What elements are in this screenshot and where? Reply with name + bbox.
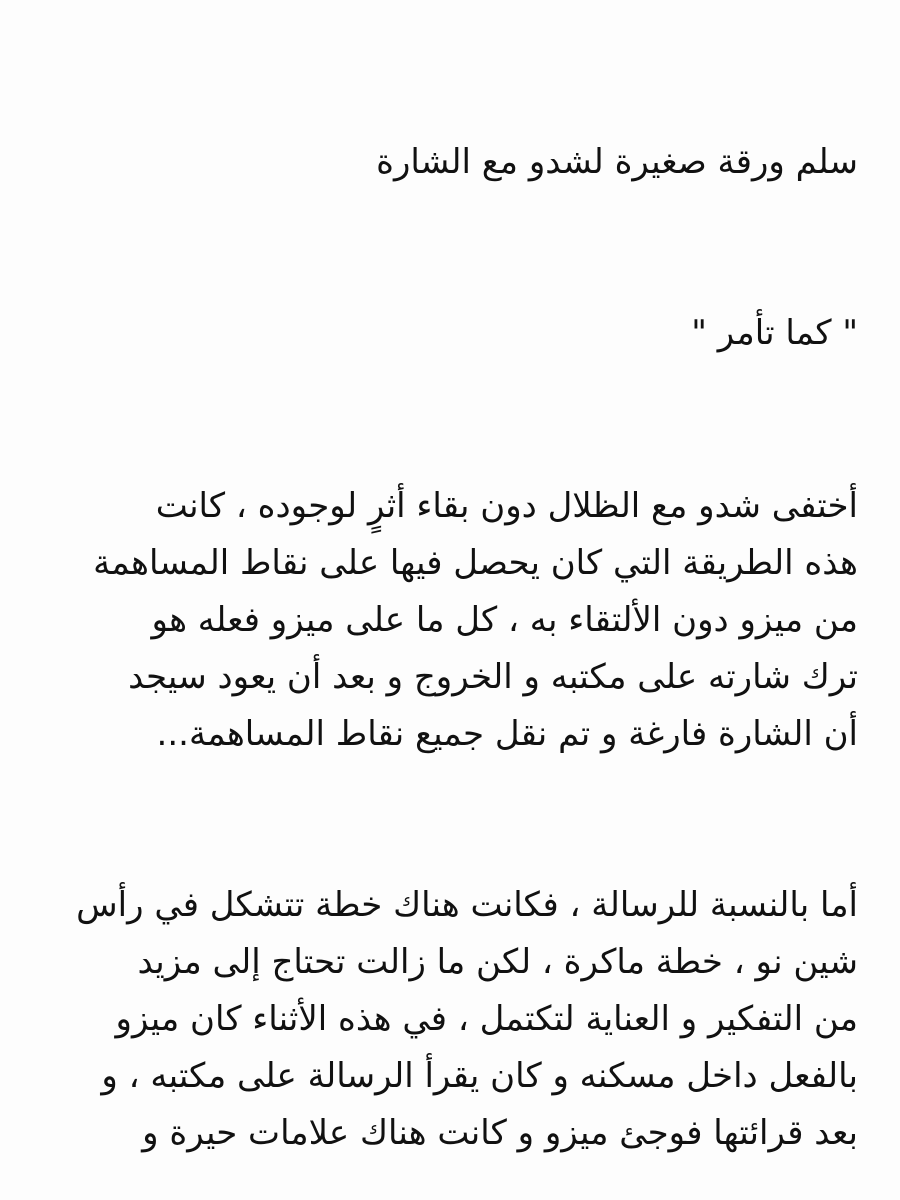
paragraph-dialogue xyxy=(40,305,858,362)
text-line: " كما تأمر " xyxy=(691,313,858,353)
text-line: ترك شارته على مكتبه و الخروج و بعد أن يعود سيجد xyxy=(128,657,858,697)
text-line: هذه الطريقة التي كان يحصل فيها على نقاط المساهمة xyxy=(93,543,858,583)
text-line: من التفكير و العناية لتكتمل ، في هذه الأثناء كان ميزو xyxy=(115,999,858,1039)
text-line: أما بالنسبة للرسالة ، فكانت هناك خطة تتشكل في رأس xyxy=(76,885,858,925)
text-line: أختفى شدو مع الظلال دون بقاء أثرٍ لوجوده ، كانت xyxy=(155,486,858,526)
text-line: أن الشارة فارغة و تم نقل جميع نقاط المساهمة... xyxy=(156,714,858,754)
paragraph-letter xyxy=(40,877,858,1162)
paragraph-disappearance xyxy=(40,478,858,763)
text-line: سلم ورقة صغيرة لشدو مع الشارة xyxy=(376,142,858,182)
paragraph-handoff xyxy=(40,134,858,191)
text-line: بعد قرائتها فوجئ ميزو و كانت هناك علامات حيرة و xyxy=(142,1113,858,1153)
text-line: بالفعل داخل مسكنه و كان يقرأ الرسالة على مكتبه ، و xyxy=(101,1056,858,1096)
text-line: من ميزو دون الألتقاء به ، كل ما على ميزو فعله هو xyxy=(151,600,858,640)
text-line: شين نو ، خطة ماكرة ، لكن ما زالت تحتاج إلى مزيد xyxy=(137,942,858,982)
